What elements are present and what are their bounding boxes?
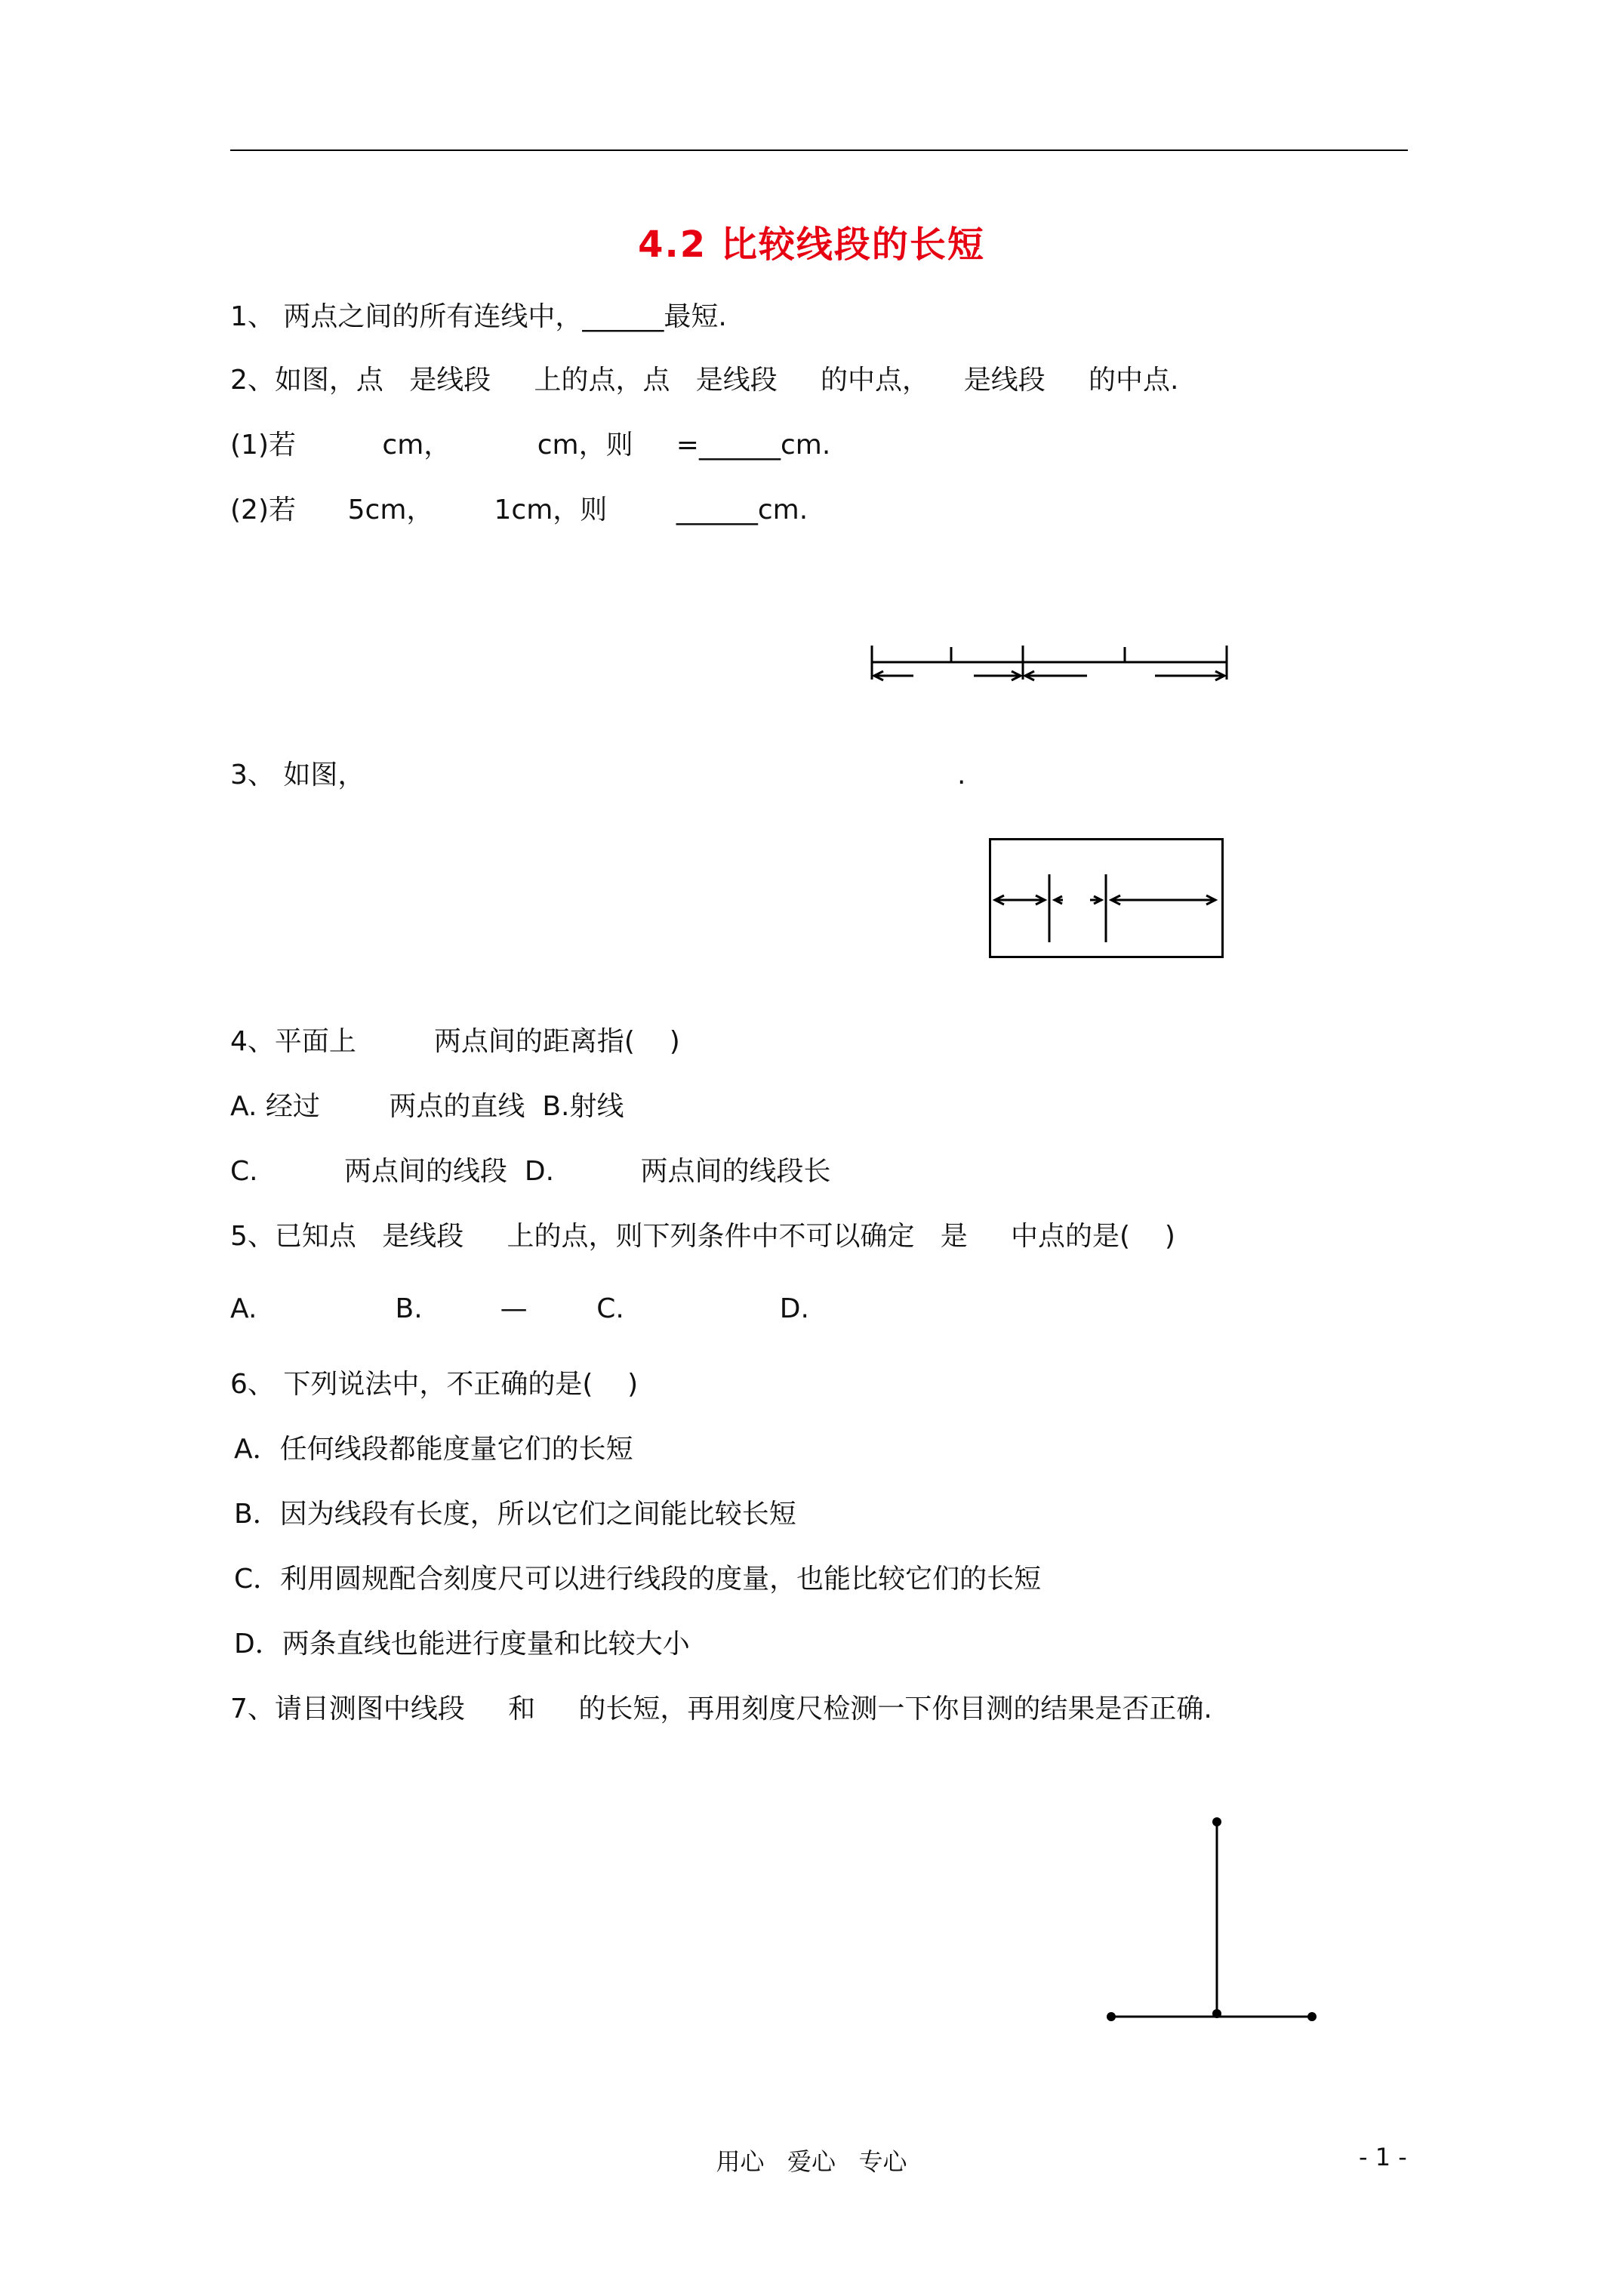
question-6-option-a: A．任何线段都能度量它们的长短 — [234, 1434, 633, 1465]
footer-motto: 用心 爱心 专心 — [716, 2147, 907, 2176]
header-rule — [230, 149, 1408, 151]
question-6-option-d: D．两条直线也能进行度量和比较大小 — [234, 1629, 690, 1660]
question-4-options-cd: C. 两点间的线段 D. 两点间的线段长 — [230, 1156, 831, 1187]
question-3: 3、 如图， — [230, 760, 365, 791]
question-4-options-ab: A. 经过 两点的直线 B.射线 — [230, 1091, 624, 1122]
segment-figure-q7 — [1102, 1816, 1321, 2035]
question-3-end: . — [957, 760, 966, 791]
page-title: 4.2 比较线段的长短 — [638, 223, 985, 266]
question-1: 1、 两点之间的所有连线中，______最短. — [230, 301, 727, 332]
question-2: 2、如图，点 是线段 上的点，点 是线段 的中点， 是线段 的中点. — [230, 365, 1179, 396]
question-2-part-1: (1)若 cm， cm，则 =______cm. — [230, 430, 831, 461]
question-2-part-2: (2)若 5cm， 1cm，则 ______cm. — [230, 495, 808, 525]
question-4: 4、平面上 两点间的距离指( ) — [230, 1026, 680, 1057]
page-number: - 1 - — [1359, 2143, 1407, 2171]
segment-figure-q3 — [989, 838, 1224, 959]
segment-figure-q2 — [868, 638, 1230, 683]
question-5-options: A. B. — C. D. — [230, 1293, 809, 1324]
question-6-option-c: C．利用圆规配合刻度尺可以进行线段的度量，也能比较它们的长短 — [234, 1564, 1042, 1595]
question-7: 7、请目测图中线段 和 的长短，再用刻度尺检测一下你目测的结果是否正确. — [230, 1693, 1212, 1724]
question-5: 5、已知点 是线段 上的点，则下列条件中不可以确定 是 中点的是( ) — [230, 1221, 1175, 1252]
question-6-option-b: B．因为线段有长度，所以它们之间能比较长短 — [234, 1499, 796, 1530]
question-6: 6、 下列说法中，不正确的是( ) — [230, 1369, 639, 1400]
